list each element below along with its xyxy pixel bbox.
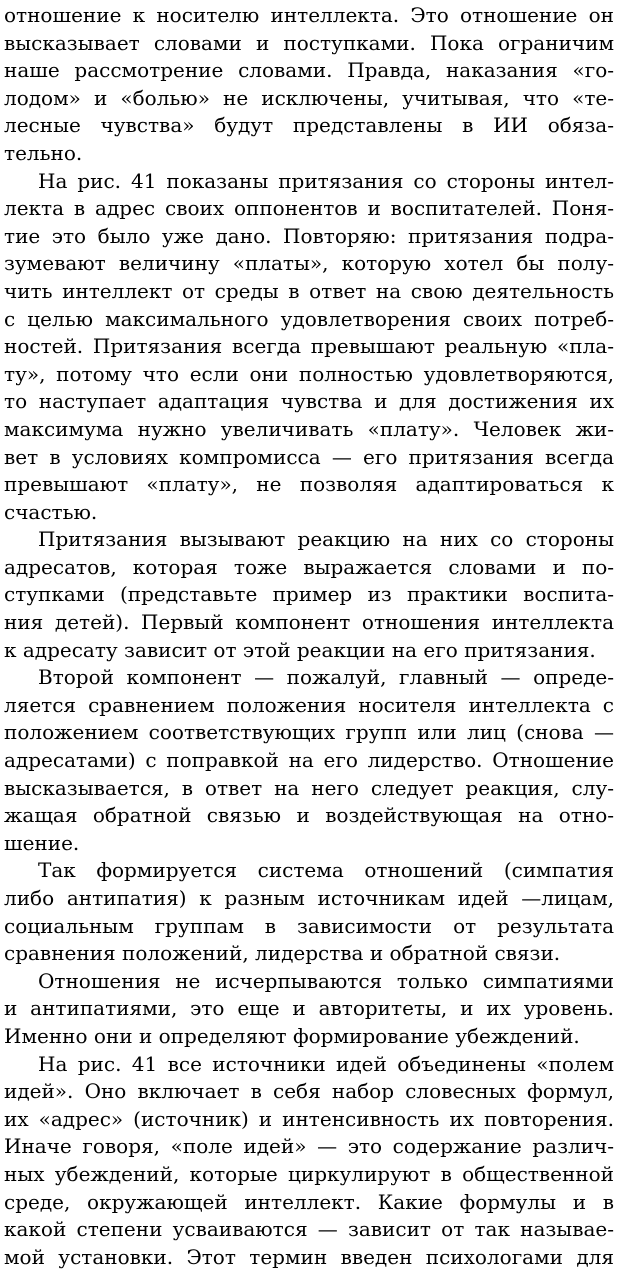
text-line: Отношения не исчерпываются только симпатиями: [38, 968, 614, 993]
text-line: зумевают величину «платы», которую хотел бы полу-: [4, 251, 614, 276]
text-line: чить интеллект от среды в ответ на свою деятельность: [4, 278, 614, 303]
text-line: положением соответствующих групп или лиц (снова —: [4, 720, 614, 745]
text-line: социальным группам в зависимости от результата: [4, 913, 614, 938]
text-line: жащая обратной связью и воздействующая на отно-: [4, 803, 614, 828]
text-line: тельно.: [4, 140, 83, 165]
text-line: наше рассмотрение словами. Правда, наказания «го-: [4, 58, 614, 83]
text-line: ния детей). Первый компонент отношения интеллекта: [4, 610, 614, 635]
text-line: среде, окружающей интеллект. Какие формулы и в: [4, 1189, 614, 1214]
text-line: максимума нужно увеличивать «плату». Человек жи-: [4, 416, 614, 441]
page-text-body: [4, 2, 614, 1271]
text-line: то наступает адаптация чувства и для достижения их: [4, 389, 614, 414]
text-line: лодом» и «болью» не исключены, учитывая, что «те-: [4, 85, 614, 110]
text-line: какой степени усваиваются — зависит от так называе-: [4, 1217, 614, 1242]
text-line: лесные чувства» будут представлены в ИИ обяза-: [4, 113, 614, 138]
text-line: Именно они и определяют формирование убеждений.: [4, 1023, 580, 1048]
text-line: адресатов, которая тоже выражается словами и по-: [4, 554, 614, 579]
text-line: ностей. Притязания всегда превышают реальную «пла-: [4, 334, 614, 359]
text-line: высказывает словами и поступками. Пока ограничим: [4, 30, 614, 55]
text-line: На рис. 41 показаны притязания со стороны интел-: [38, 168, 614, 193]
text-line: лекта в адрес своих оппонентов и воспитателей. Поня-: [4, 196, 614, 221]
text-line: счастью.: [4, 499, 98, 524]
text-line: высказывается, в ответ на него следует реакция, слу-: [4, 775, 614, 800]
text-line: Так формируется система отношений (симпатия: [38, 858, 614, 883]
text-line: ступками (представьте пример из практики воспита-: [4, 582, 614, 607]
text-line: Второй компонент — пожалуй, главный — опреде-: [38, 665, 614, 690]
text-line: с целью максимального удовлетворения своих потреб-: [4, 306, 614, 331]
text-line: их «адрес» (источник) и интенсивность их повторения.: [4, 1106, 614, 1131]
text-line: вет в условиях компромисса — его притязания всегда: [4, 444, 614, 469]
text-line: сравнения положений, лидерства и обратной связи.: [4, 941, 561, 966]
text-line: превышают «плату», не позволяя адаптироваться к: [4, 472, 614, 497]
text-line: Притязания вызывают реакцию на них со стороны: [38, 527, 614, 552]
text-line: отношение к носителю интеллекта. Это отношение он: [4, 3, 614, 27]
text-line: мой установки. Этот термин введен психологами для: [4, 1244, 614, 1269]
text-line: ных убеждений, которые циркулируют в общественной: [4, 1161, 614, 1186]
text-line: идей». Оно включает в себя набор словесных формул,: [4, 1079, 614, 1104]
text-line: На рис. 41 все источники идей объединены «полем: [38, 1051, 614, 1076]
text-line: к адресату зависит от этой реакции на его притязания.: [4, 637, 596, 662]
text-line: ляется сравнением положения носителя интеллекта с: [4, 692, 614, 717]
text-line: Иначе говоря, «поле идей» — это содержание различ-: [4, 1134, 614, 1159]
text-line: ту», потому что если они полностью удовлетворяются,: [4, 361, 614, 386]
text-line: адресатами) с поправкой на его лидерство. Отношение: [4, 748, 614, 773]
text-line: шение.: [4, 830, 80, 855]
text-line: тие это было уже дано. Повторяю: притязания подра-: [4, 223, 614, 248]
text-line: и антипатиями, это еще и авторитеты, и их уровень.: [4, 996, 614, 1021]
text-line: либо антипатия) к разным источникам идей —лицам,: [4, 886, 614, 910]
